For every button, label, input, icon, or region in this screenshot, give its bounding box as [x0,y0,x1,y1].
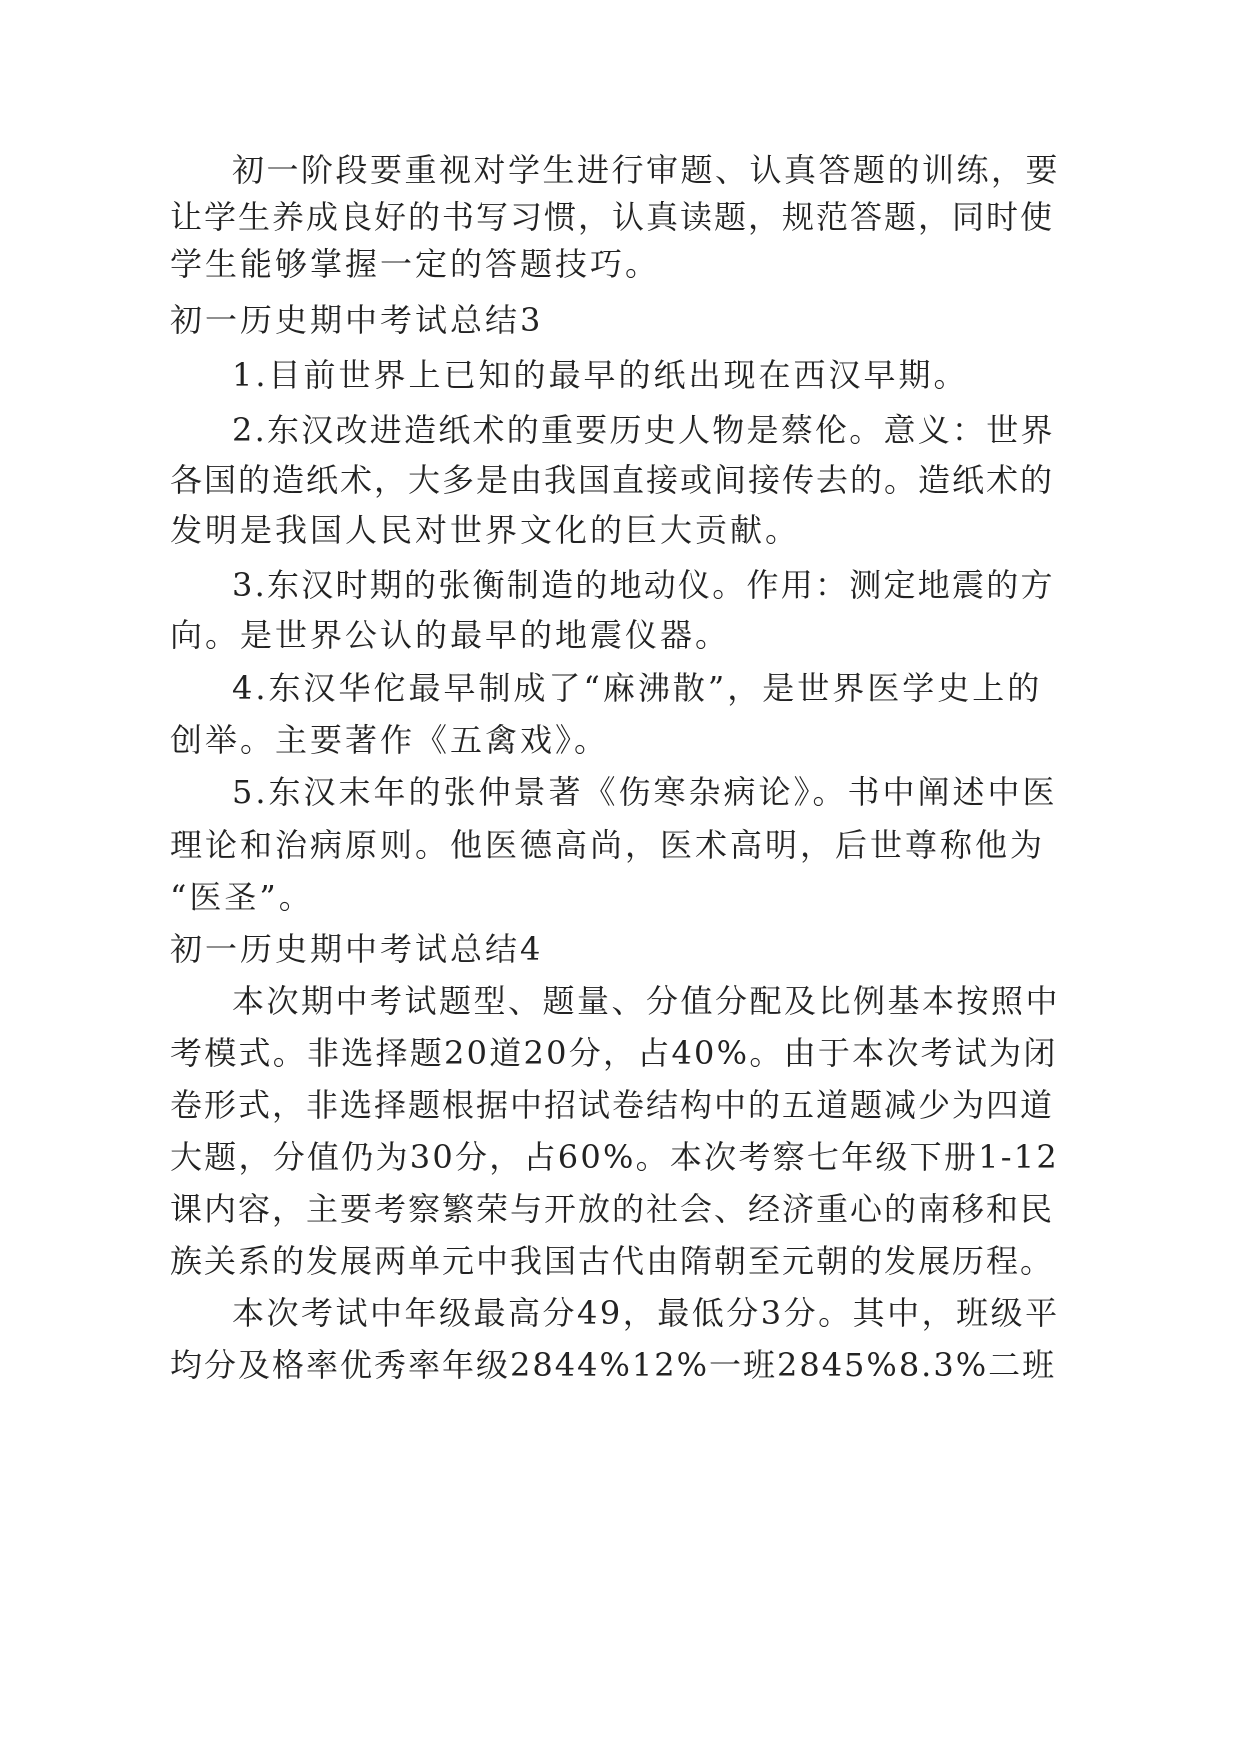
text-line: 让学生养成良好的书写习惯，认真读题，规范答题，同时使 [170,198,1055,236]
text-line: 大题，分值仍为30分，占60%。本次考察七年级下册1-12 [170,1138,1059,1176]
list-item: 1.目前世界上已知的最早的纸出现在西汉早期。 [232,356,969,394]
text-line: 初一阶段要重视对学生进行审题、认真答题的训练，要 [232,151,1061,189]
text-line: 族关系的发展两单元中我国古代由隋朝至元朝的发展历程。 [170,1242,1055,1280]
list-item: 5.东汉末年的张仲景著《伤寒杂病论》。书中阐述中医 [232,773,1058,811]
text-line: 卷形式，非选择题根据中招试卷结构中的五道题减少为四道 [170,1086,1055,1124]
list-item: 2.东汉改进造纸术的重要历史人物是蔡伦。意义：世界 [232,411,1055,449]
list-item: 4.东汉华佗最早制成了“麻沸散”，是世界医学史上的 [232,669,1043,707]
section-heading: 初一历史期中考试总结3 [170,301,544,339]
section-heading: 初一历史期中考试总结4 [170,930,544,968]
text-line: 均分及格率优秀率年级2844%12%一班2845%8.3%二班 [170,1346,1057,1384]
text-line: 课内容，主要考察繁荣与开放的社会、经济重心的南移和民 [170,1190,1055,1228]
text-line: 理论和治病原则。他医德高尚，医术高明，后世尊称他为 [170,826,1046,864]
text-line: 考模式。非选择题20道20分，占40%。由于本次考试为闭 [170,1034,1058,1072]
text-line: 发明是我国人民对世界文化的巨大贡献。 [170,511,801,549]
text-line: 本次期中考试题型、题量、分值分配及比例基本按照中 [232,982,1061,1020]
text-line: 学生能够掌握一定的答题技巧。 [170,245,661,283]
text-line: 本次考试中年级最高分49，最低分3分。其中，班级平 [232,1294,1060,1332]
list-item: 3.东汉时期的张衡制造的地动仪。作用：测定地震的方 [232,566,1055,604]
text-line: 向。是世界公认的最早的地震仪器。 [170,616,731,654]
text-line: 创举。主要著作《五禽戏》。 [170,721,610,759]
text-line: 各国的造纸术，大多是由我国直接或间接传去的。造纸术的 [170,461,1055,499]
text-line: “医圣”。 [170,878,314,916]
